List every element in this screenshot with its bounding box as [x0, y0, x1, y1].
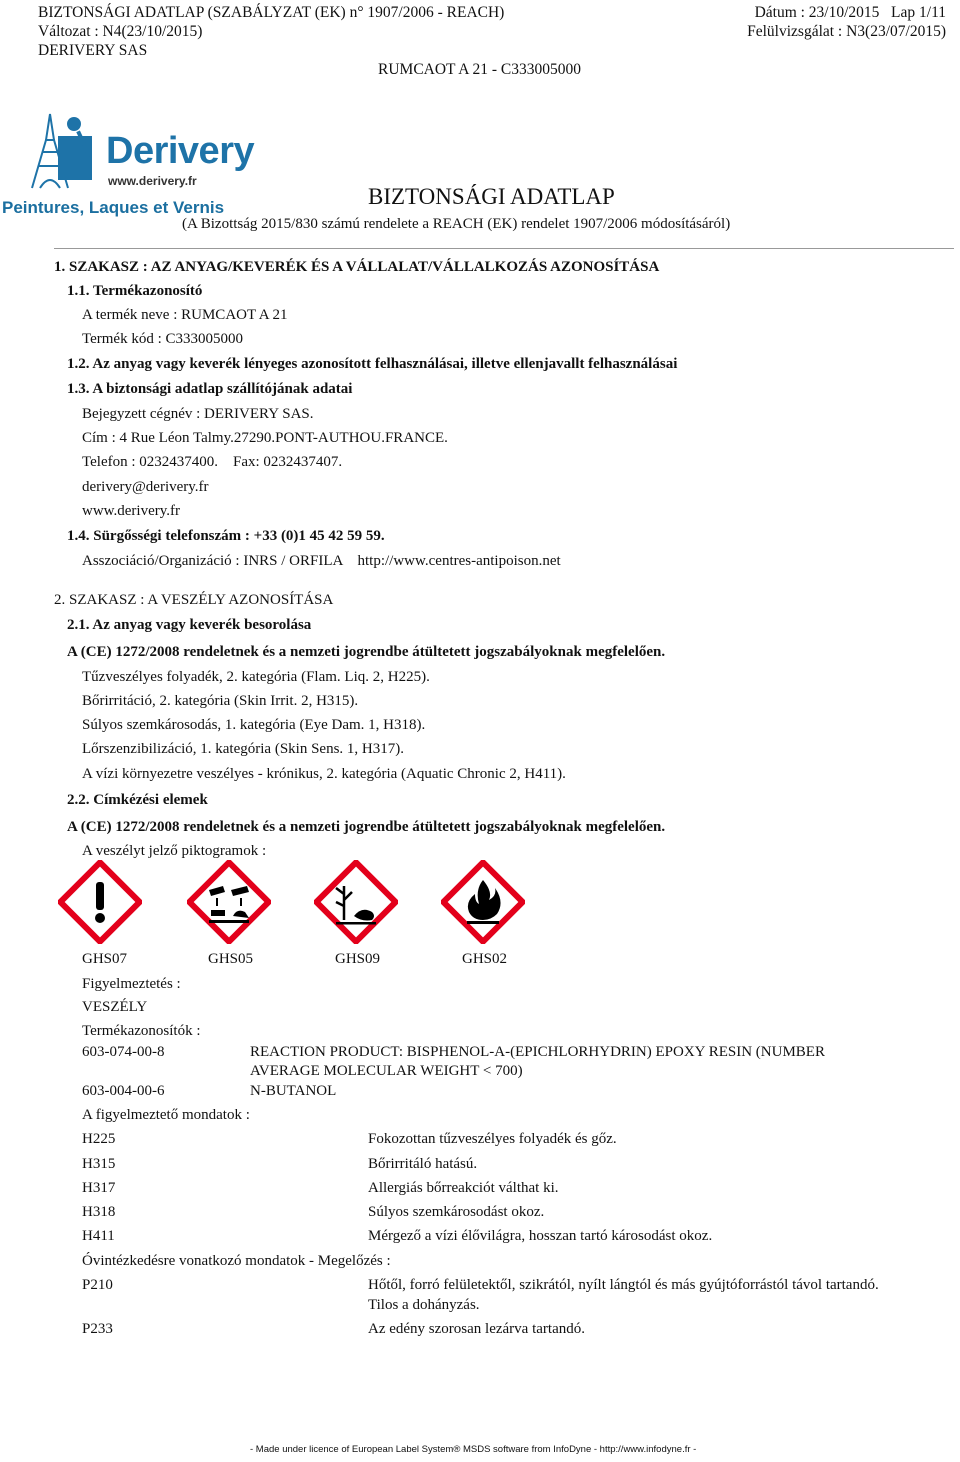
section2-2-heading: 2.2. Címkézési elemek [67, 792, 208, 808]
hazard-text: Allergiás bőrreakciót válthat ki. [368, 1180, 559, 1196]
hazard-text: Fokozottan tűzveszélyes folyadék és gőz. [368, 1131, 617, 1147]
company-address: Cím : 4 Rue Léon Talmy.27290.PONT-AUTHOU.FRANCE. [82, 430, 448, 446]
hazard-text: Bőrirritáló hatású. [368, 1156, 478, 1172]
logo-tagline: Peintures, Laques et Vernis [2, 198, 225, 217]
identifier-name: REACTION PRODUCT: BISPHENOL-A-(EPICHLORHYDRIN) EPOXY RESIN (NUMBER [250, 1044, 825, 1060]
section1-4-heading: 1.4. Sürgősségi telefonszám : +33 (0)1 45 42 59 59. [67, 528, 385, 544]
header-revision: Felülvizsgálat : N3(23/07/2015) [747, 23, 946, 40]
page-title: BIZTONSÁGI ADATLAP [368, 184, 615, 209]
section1-3-heading: 1.3. A biztonsági adatlap szállítójának adatai [67, 381, 353, 397]
page-subtitle: (A Bizottság 2015/830 számú rendelete a REACH (EK) rendelet 1907/2006 módosításáról) [182, 216, 731, 232]
precautionary-label: Óvintézkedésre vonatkozó mondatok - Megelőzés : [82, 1253, 391, 1269]
divider [54, 248, 954, 249]
identifier-name-cont: AVERAGE MOLECULAR WEIGHT < 700) [250, 1063, 523, 1079]
company-email: derivery@derivery.fr [82, 479, 209, 495]
pictogram-code: GHS02 [462, 951, 508, 967]
footer-license: - Made under licence of European Label System® MSDS software from InfoDyne - http://www.infodyne.fr - [250, 1444, 697, 1455]
precaution-code: P210 [82, 1277, 113, 1293]
section1-2-heading: 1.2. Az anyag vagy keverék lényeges azonosított felhasználásai, illetve ellenjavallt felhasználásai [67, 356, 678, 372]
hazard-code: H318 [82, 1204, 116, 1220]
identifier-name: N-BUTANOL [250, 1083, 337, 1099]
product-code: Termék kód : C333005000 [82, 331, 244, 347]
hazard-text: Mérgező a vízi élővilágra, hosszan tartó károsodást okoz. [368, 1228, 713, 1244]
company-website: www.derivery.fr [82, 503, 181, 519]
hazard-code: H315 [82, 1156, 116, 1172]
exclamation-mark-icon [58, 860, 142, 944]
flame-icon [441, 860, 525, 944]
section1-heading: 1. SZAKASZ : AZ ANYAG/KEVERÉK ÉS A VÁLLALAT/VÁLLALKOZÁS AZONOSÍTÁSA [54, 259, 660, 275]
logo-brand: Derivery [106, 130, 255, 172]
precaution-text-cont: Tilos a dohányzás. [368, 1297, 480, 1313]
pictogram-code: GHS07 [82, 951, 128, 967]
pictogram-label: A veszélyt jelző piktogramok : [82, 843, 267, 859]
hazard-code: H225 [82, 1131, 116, 1147]
hazard-code: H411 [82, 1228, 115, 1244]
classification-item: Súlyos szemkárosodás, 1. kategória (Eye Dam. 1, H318). [82, 717, 426, 733]
company-name: Bejegyzett cégnév : DERIVERY SAS. [82, 406, 314, 422]
header-doc-title: BIZTONSÁGI ADATLAP (SZABÁLYZAT (EK) n° 1907/2006 - REACH) [38, 4, 505, 21]
hazard-text: Súlyos szemkárosodást okoz. [368, 1204, 545, 1220]
eiffel-tower-painter-icon [2, 110, 122, 190]
company-phone: Telefon : 0232437400. Fax: 0232437407. [82, 454, 343, 470]
precaution-text: Az edény szorosan lezárva tartandó. [368, 1321, 585, 1337]
signal-word: VESZÉLY [82, 999, 148, 1015]
section2-heading: 2. SZAKASZ : A VESZÉLY AZONOSÍTÁSA [54, 592, 334, 608]
pictogram-code: GHS09 [335, 951, 381, 967]
header-company: DERIVERY SAS [38, 42, 148, 59]
precaution-code: P233 [82, 1321, 113, 1337]
regulation-text-2: A (CE) 1272/2008 rendeletnek és a nemzeti jogrendbe átültetett jogszabályoknak megfelelően. [67, 819, 666, 835]
product-name: A termék neve : RUMCAOT A 21 [82, 307, 288, 323]
classification-item: A vízi környezetre veszélyes - krónikus, 2. kategória (Aquatic Chronic 2, H411). [82, 766, 566, 782]
section2-1-heading: 2.1. Az anyag vagy keverék besorolása [67, 617, 312, 633]
classification-item: Lőrszenzibilizáció, 1. kategória (Skin Sens. 1, H317). [82, 741, 405, 757]
corrosion-icon [187, 860, 271, 944]
signal-word-label: Figyelmeztetés : [82, 976, 181, 992]
environment-icon [314, 860, 398, 944]
pictogram-code: GHS05 [208, 951, 254, 967]
product-identifiers-label: Termékazonosítók : [82, 1023, 201, 1039]
hazard-statements-label: A figyelmeztető mondatok : [82, 1107, 250, 1123]
regulation-text: A (CE) 1272/2008 rendeletnek és a nemzeti jogrendbe átültetett jogszabályoknak megfelelően. [67, 644, 666, 660]
header-date-page: Dátum : 23/10/2015 Lap 1/11 [754, 4, 946, 21]
precaution-text: Hőtől, forró felületektől, szikrától, nyílt lángtól és más gyújtóforrástól távol tartandó. [368, 1277, 879, 1293]
identifier-code: 603-074-00-8 [82, 1044, 165, 1060]
hazard-code: H317 [82, 1180, 116, 1196]
emergency-association: Asszociáció/Organizáció : INRS / ORFILA http://www.centres-antipoison.net [82, 553, 561, 569]
identifier-code: 603-004-00-6 [82, 1083, 165, 1099]
header-product: RUMCAOT A 21 - C333005000 [378, 61, 581, 78]
company-logo [0, 108, 265, 218]
section1-1-heading: 1.1. Termékazonosító [67, 283, 203, 299]
logo-url: www.derivery.fr [108, 174, 197, 188]
classification-item: Tűzveszélyes folyadék, 2. kategória (Flam. Liq. 2, H225). [82, 669, 430, 685]
classification-item: Bőrirritáció, 2. kategória (Skin Irrit. 2, H315). [82, 693, 359, 709]
header-version: Változat : N4(23/10/2015) [38, 23, 203, 40]
